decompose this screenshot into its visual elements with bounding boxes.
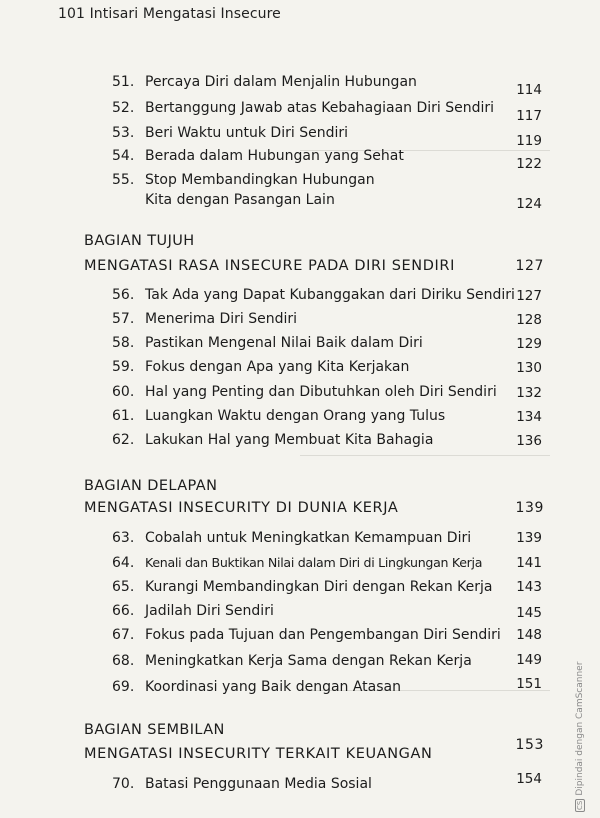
entry-number: 59. (112, 359, 135, 375)
entry-number: 64. (112, 555, 135, 571)
entry-number: 70. (112, 776, 135, 792)
entry-title: Fokus pada Tujuan dan Pengembangan Diri Sendiri (145, 627, 501, 643)
entry-number: 56. (112, 287, 135, 303)
camscanner-logo-icon: CS (576, 800, 584, 810)
section-heading[interactable] (84, 258, 544, 274)
entry-page: 124 (516, 196, 542, 212)
section-label: BAGIAN TUJUH (84, 233, 195, 249)
section-heading[interactable] (84, 737, 544, 762)
entry-page: 127 (516, 288, 542, 304)
entry-number: 63. (112, 530, 135, 546)
entry-title: Kurangi Membandingkan Diri dengan Rekan Kerja (145, 579, 493, 595)
section-label: BAGIAN DELAPAN (84, 478, 218, 494)
entry-title: Kenali dan Buktikan Nilai dalam Diri di Lingkungan Kerja (145, 555, 483, 570)
section-title: MENGATASI INSECURITY TERKAIT KEUANGAN (84, 746, 433, 762)
entry-number: 51. (112, 74, 135, 90)
entry-number: 69. (112, 679, 135, 695)
entry-title: Lakukan Hal yang Membuat Kita Bahagia (145, 432, 434, 448)
entry-page: 154 (516, 771, 542, 787)
entry-title: Batasi Penggunaan Media Sosial (145, 776, 372, 792)
entry-title: Cobalah untuk Meningkatkan Kemampuan Diri (145, 530, 472, 546)
toc-entry[interactable] (112, 170, 542, 212)
entry-page: 117 (516, 108, 542, 124)
entry-number: 67. (112, 627, 135, 643)
scanner-watermark (575, 662, 585, 812)
entry-page: 139 (516, 530, 542, 546)
entry-number: 61. (112, 408, 135, 424)
entry-page: 129 (516, 336, 542, 352)
entry-page: 132 (516, 385, 542, 401)
entry-page: 130 (516, 360, 542, 376)
entry-page: 122 (516, 156, 542, 172)
entry-number: 57. (112, 311, 135, 327)
entry-number: 66. (112, 603, 135, 619)
entry-number: 65. (112, 579, 135, 595)
entry-page: 143 (516, 579, 542, 595)
entry-title: Hal yang Penting dan Dibutuhkan oleh Diri Sendiri (145, 384, 497, 400)
entry-page: 119 (516, 133, 542, 149)
show-through-line (300, 455, 550, 456)
entry-page: 148 (516, 627, 542, 643)
entry-page: 128 (516, 312, 542, 328)
entry-page: 134 (516, 409, 542, 425)
entry-page: 141 (516, 555, 542, 571)
section-title: MENGATASI INSECURITY DI DUNIA KERJA (84, 500, 399, 516)
entry-title: Koordinasi yang Baik dengan Atasan (145, 679, 401, 695)
running-header: 101 Intisari Mengatasi Insecure (58, 6, 281, 22)
entry-title: Menerima Diri Sendiri (145, 311, 298, 327)
entry-title: Luangkan Waktu dengan Orang yang Tulus (145, 408, 446, 424)
entry-title: Fokus dengan Apa yang Kita Kerjakan (145, 359, 410, 375)
entry-title: Berada dalam Hubungan yang Sehat (145, 148, 404, 164)
entry-number: 68. (112, 653, 135, 669)
section-page: 153 (515, 737, 544, 753)
section-page: 127 (515, 258, 544, 274)
entry-number: 62. (112, 432, 135, 448)
entry-page: 136 (516, 433, 542, 449)
entry-title: Tak Ada yang Dapat Kubanggakan dari Diriku Sendiri (145, 287, 515, 303)
entry-page: 149 (516, 652, 542, 668)
entry-number: 52. (112, 100, 135, 116)
entry-title: Beri Waktu untuk Diri Sendiri (145, 125, 348, 141)
section-label: BAGIAN SEMBILAN (84, 722, 225, 738)
entry-page: 145 (516, 605, 542, 621)
entry-title: Stop Membandingkan Hubungan Kita dengan Pasangan Lain (145, 172, 375, 208)
entry-number: 53. (112, 125, 135, 141)
entry-title: Pastikan Mengenal Nilai Baik dalam Diri (145, 335, 423, 351)
entry-number: 60. (112, 384, 135, 400)
entry-title: Jadilah Diri Sendiri (145, 603, 274, 619)
entry-page: 151 (516, 676, 542, 692)
section-heading[interactable] (84, 500, 544, 516)
entry-title: Percaya Diri dalam Menjalin Hubungan (145, 74, 417, 90)
section-page: 139 (515, 500, 544, 516)
entry-title: Meningkatkan Kerja Sama dengan Rekan Kerja (145, 653, 472, 669)
entry-number: 54. (112, 148, 135, 164)
entry-page: 114 (516, 82, 542, 98)
entry-title: Bertanggung Jawab atas Kebahagiaan Diri Sendiri (145, 100, 495, 116)
entry-number: 58. (112, 335, 135, 351)
section-title: MENGATASI RASA INSECURE PADA DIRI SENDIRI (84, 258, 455, 274)
entry-number: 55. (112, 172, 135, 188)
watermark-text: Dipindai dengan CamScanner (575, 661, 585, 796)
